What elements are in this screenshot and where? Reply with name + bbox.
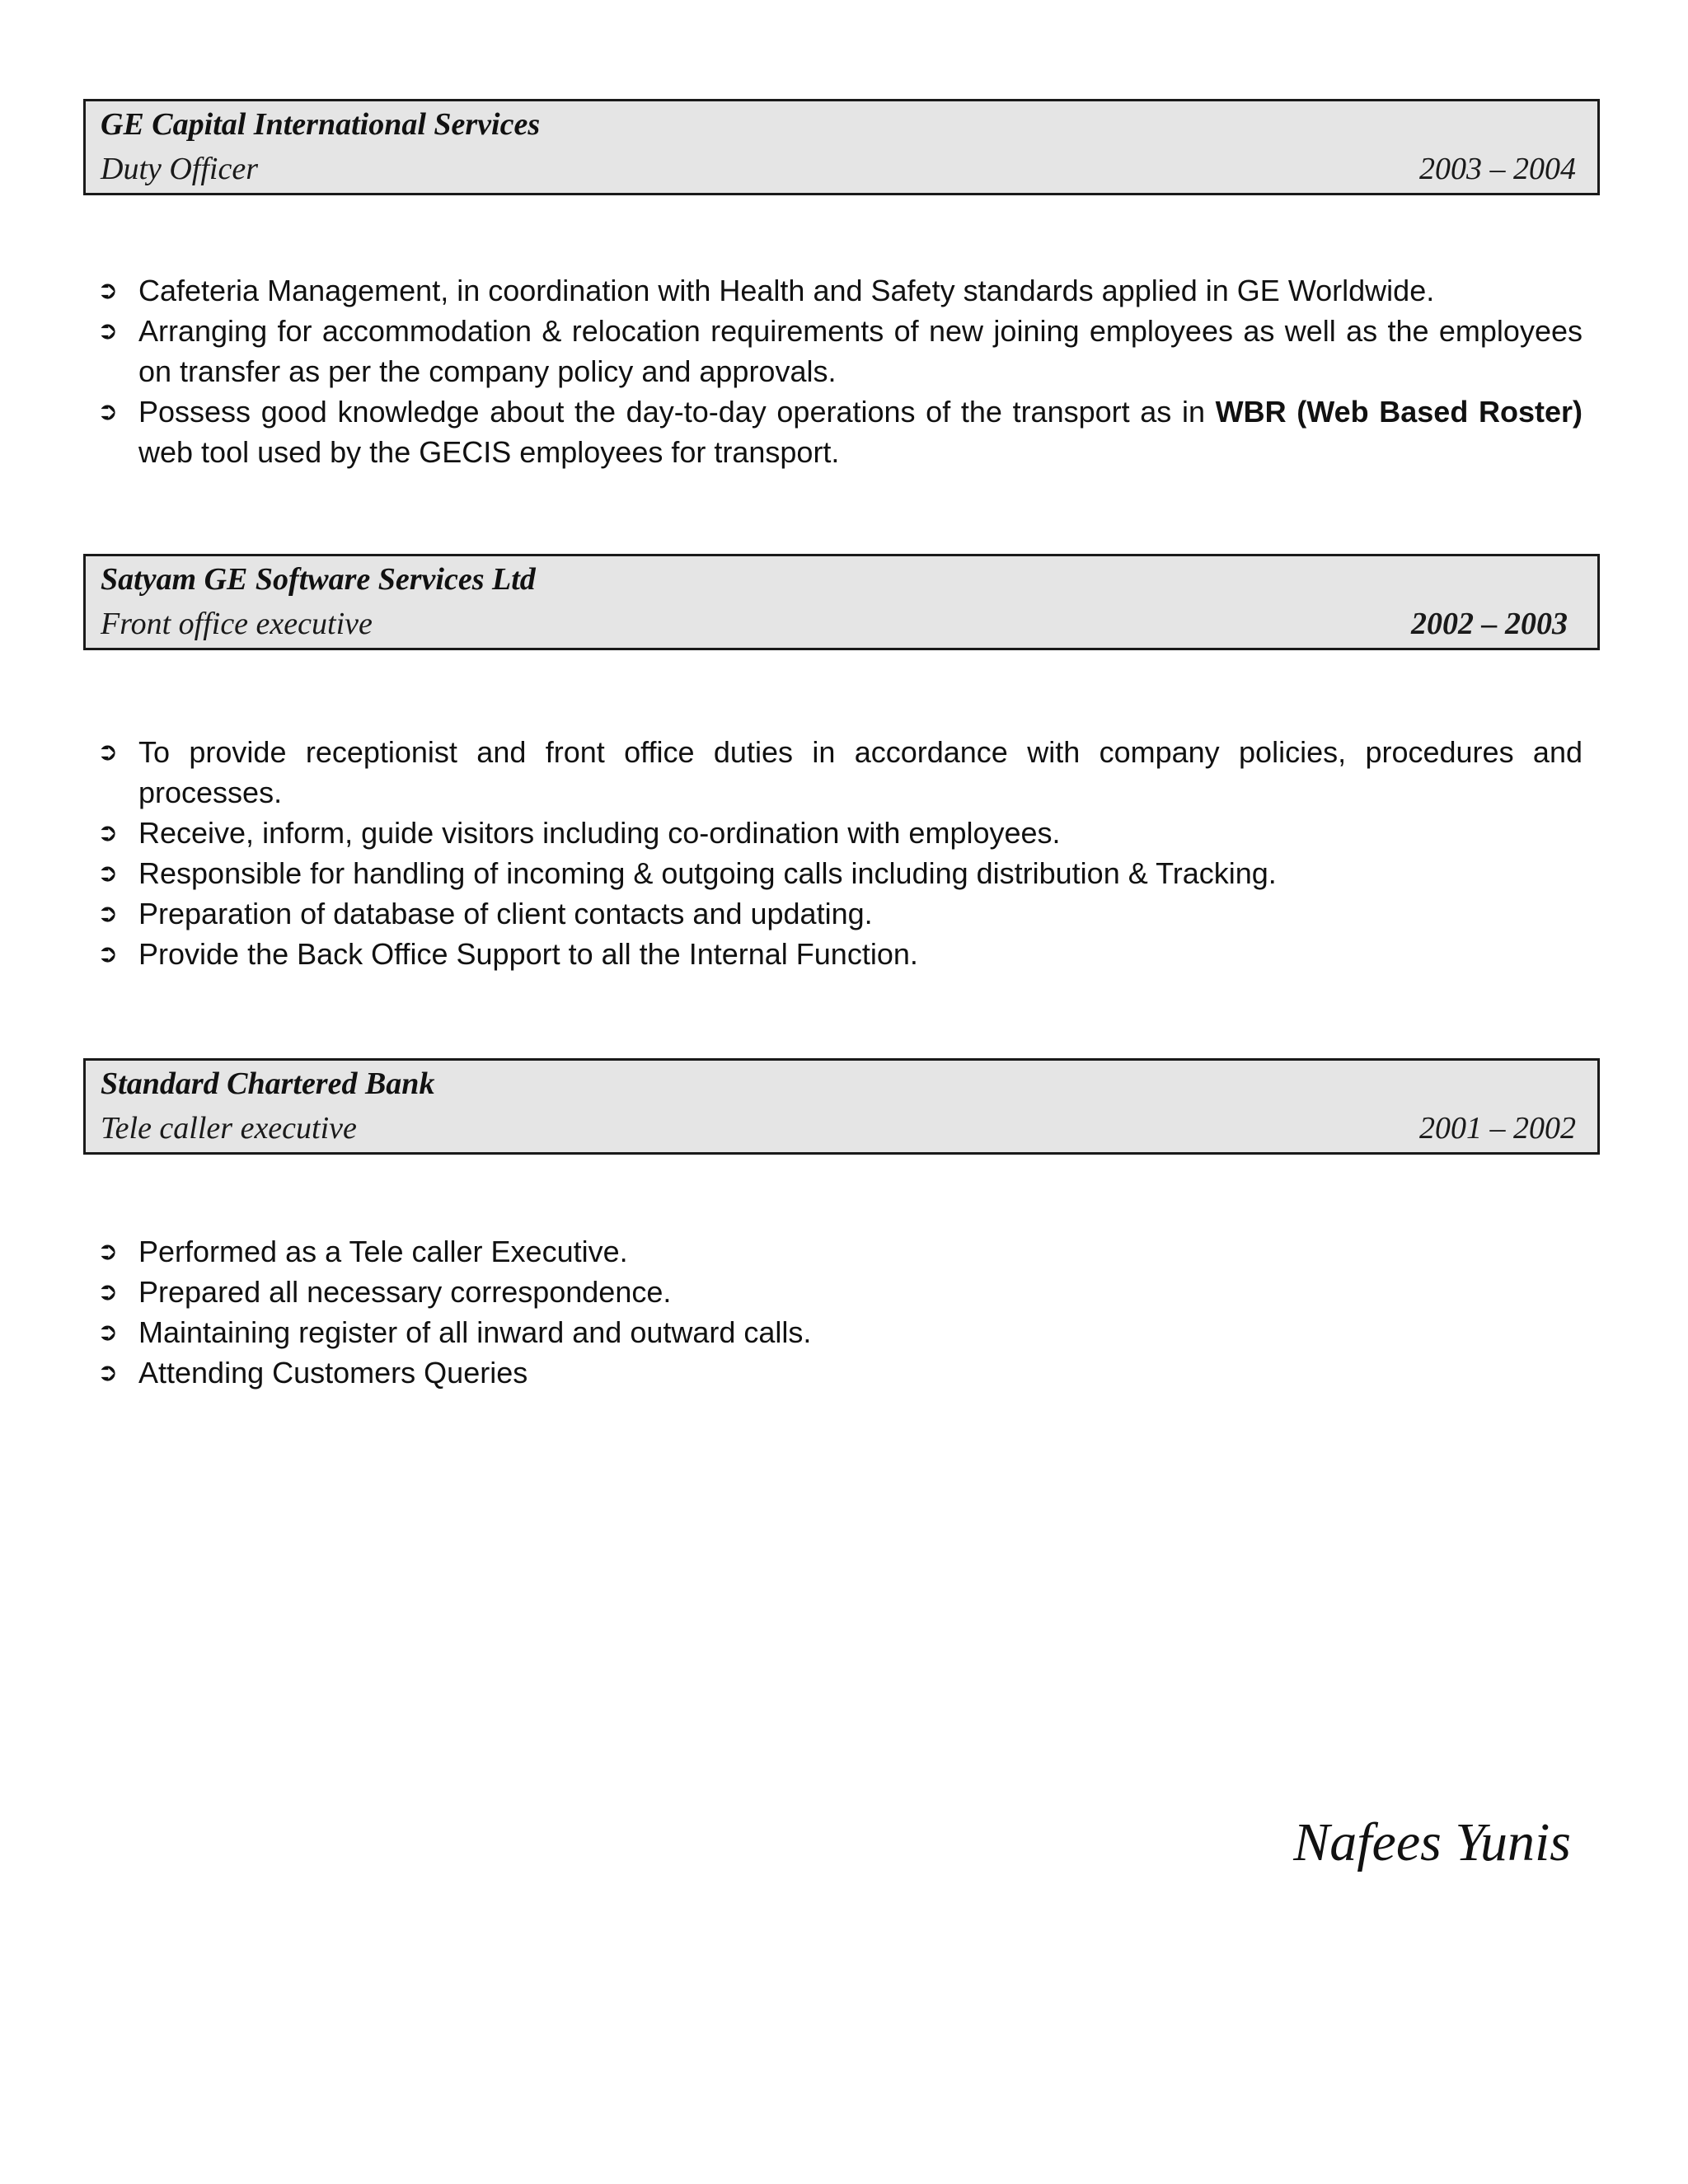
job-role: Front office executive xyxy=(101,607,373,641)
list-item xyxy=(97,732,1582,813)
arrow-right-circle-icon: ➲ xyxy=(97,317,119,344)
arrow-right-circle-icon: ➲ xyxy=(97,1319,119,1346)
job-years: 2003 – 2004 xyxy=(1419,152,1576,186)
signature-name: Nafees Yunis xyxy=(1293,1812,1571,1872)
duties-list-ge-capital xyxy=(97,270,1582,472)
duties-list-standard-chartered xyxy=(97,1231,1582,1393)
job-header-standard-chartered xyxy=(83,1058,1600,1155)
duties-list-satyam xyxy=(97,732,1582,974)
arrow-right-circle-icon: ➲ xyxy=(97,738,119,766)
list-item-text: Responsible for handling of incoming & outgoing calls including distribution & Tracking. xyxy=(138,856,1277,890)
arrow-right-circle-icon: ➲ xyxy=(97,277,119,304)
company-name: Standard Chartered Bank xyxy=(101,1066,435,1101)
list-item-text: Maintaining register of all inward and outward calls. xyxy=(138,1315,812,1349)
job-years: 2001 – 2002 xyxy=(1419,1111,1576,1146)
company-name: GE Capital International Services xyxy=(101,107,541,142)
list-item xyxy=(97,1312,1582,1352)
list-item-text: Arranging for accommodation & relocation requirements of new joining employees as well as the employees on transfer as per the company policy and approvals. xyxy=(138,314,1582,388)
arrow-right-circle-icon: ➲ xyxy=(97,940,119,968)
arrow-right-circle-icon: ➲ xyxy=(97,398,119,425)
list-item-text: Attending Customers Queries xyxy=(138,1356,528,1390)
job-header-satyam xyxy=(83,554,1600,650)
list-item xyxy=(97,1231,1582,1272)
arrow-right-circle-icon: ➲ xyxy=(97,819,119,846)
list-item-text: Prepared all necessary correspondence. xyxy=(138,1275,672,1309)
list-item-text: Receive, inform, guide visitors including co-ordination with employees. xyxy=(138,816,1061,850)
list-item xyxy=(97,853,1582,893)
job-role: Tele caller executive xyxy=(101,1111,357,1146)
job-header-ge-capital xyxy=(83,99,1600,195)
arrow-right-circle-icon: ➲ xyxy=(97,1359,119,1386)
job-role: Duty Officer xyxy=(101,152,259,186)
list-item-text-before: Possess good knowledge about the day-to-day operations of the transport as in xyxy=(138,395,1216,429)
arrow-right-circle-icon: ➲ xyxy=(97,900,119,927)
list-item-text-after: web tool used by the GECIS employees for transport. xyxy=(138,435,840,469)
list-item-text: Preparation of database of client contacts and updating. xyxy=(138,897,873,930)
list-item-text: Provide the Back Office Support to all the Internal Function. xyxy=(138,937,918,971)
list-item xyxy=(97,270,1582,311)
job-years: 2002 – 2003 xyxy=(1411,607,1568,641)
list-item xyxy=(97,1352,1582,1393)
list-item-text: Performed as a Tele caller Executive. xyxy=(138,1235,628,1268)
list-item-text: To provide receptionist and front office duties in accordance with company policies, procedures and processes. xyxy=(138,735,1582,809)
arrow-right-circle-icon: ➲ xyxy=(97,1278,119,1305)
list-item-text: Cafeteria Management, in coordination with Health and Safety standards applied in GE Worldwide. xyxy=(138,274,1435,307)
arrow-right-circle-icon: ➲ xyxy=(97,860,119,887)
list-item xyxy=(97,391,1582,472)
list-item xyxy=(97,311,1582,391)
arrow-right-circle-icon: ➲ xyxy=(97,1238,119,1265)
company-name: Satyam GE Software Services Ltd xyxy=(101,562,536,597)
list-item xyxy=(97,934,1582,974)
list-item xyxy=(97,893,1582,934)
list-item-text-bold: WBR (Web Based Roster) xyxy=(1215,395,1582,429)
list-item xyxy=(97,1272,1582,1312)
list-item xyxy=(97,813,1582,853)
